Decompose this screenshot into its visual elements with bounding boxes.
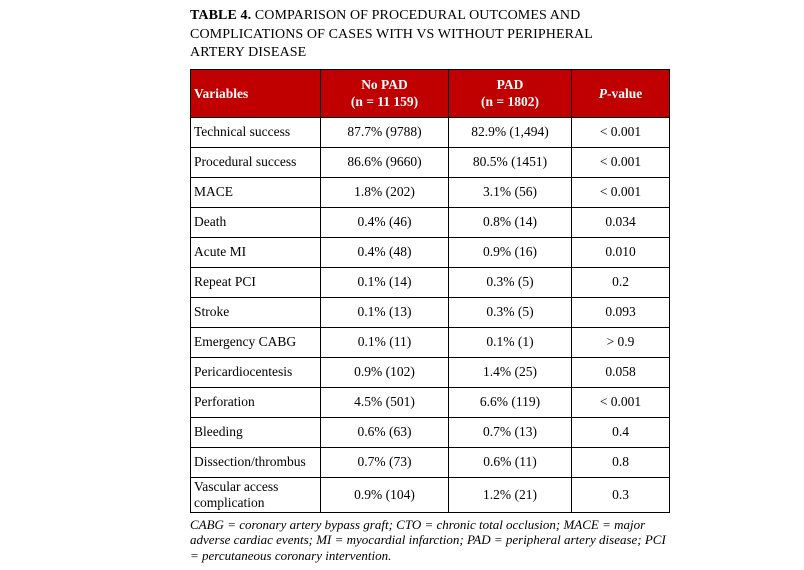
variable-cell: Stroke	[191, 297, 321, 327]
variable-cell: MACE	[191, 177, 321, 207]
value-cell: 0.6% (63)	[321, 417, 449, 447]
p-value-cell: 0.058	[572, 357, 670, 387]
col-header-no-pad-label: No PAD	[361, 77, 408, 92]
value-cell: 0.7% (13)	[449, 417, 572, 447]
value-cell: 0.6% (11)	[449, 447, 572, 477]
variable-cell: Emergency CABG	[191, 327, 321, 357]
table-row	[191, 297, 670, 327]
variable-cell: Death	[191, 207, 321, 237]
value-cell: 0.1% (11)	[321, 327, 449, 357]
variable-cell: Acute MI	[191, 237, 321, 267]
table-row	[191, 147, 670, 177]
value-cell: 82.9% (1,494)	[449, 117, 572, 147]
table-row	[191, 387, 670, 417]
col-header-pad	[449, 69, 572, 117]
value-cell: 0.4% (46)	[321, 207, 449, 237]
value-cell: 3.1% (56)	[449, 177, 572, 207]
value-cell: 0.1% (14)	[321, 267, 449, 297]
variable-cell: Technical success	[191, 117, 321, 147]
value-cell: 0.9% (104)	[321, 477, 449, 512]
col-header-no-pad	[321, 69, 449, 117]
p-value-cell: 0.3	[572, 477, 670, 512]
table-row	[191, 447, 670, 477]
table-row	[191, 177, 670, 207]
table-body	[191, 117, 670, 512]
p-value-cell: 0.2	[572, 267, 670, 297]
value-cell: 0.7% (73)	[321, 447, 449, 477]
table-row	[191, 237, 670, 267]
value-cell: 0.1% (13)	[321, 297, 449, 327]
p-value-cell: 0.8	[572, 447, 670, 477]
variable-cell: Perforation	[191, 387, 321, 417]
value-cell: 0.9% (16)	[449, 237, 572, 267]
p-value-cell: < 0.001	[572, 177, 670, 207]
col-header-variables: Variables	[191, 69, 321, 117]
variable-cell: Pericardiocentesis	[191, 357, 321, 387]
table-title	[190, 7, 642, 63]
table-row	[191, 267, 670, 297]
p-value-cell: 0.4	[572, 417, 670, 447]
table-row	[191, 477, 670, 512]
variable-cell: Dissection/thrombus	[191, 447, 321, 477]
table-number: TABLE 4.	[190, 8, 252, 23]
p-value-cell: < 0.001	[572, 387, 670, 417]
table-row	[191, 327, 670, 357]
table-row	[191, 207, 670, 237]
value-cell: 0.9% (102)	[321, 357, 449, 387]
table-row	[191, 357, 670, 387]
value-cell: 1.2% (21)	[449, 477, 572, 512]
variable-cell: Bleeding	[191, 417, 321, 447]
value-cell: 0.3% (5)	[449, 297, 572, 327]
value-cell: 0.1% (1)	[449, 327, 572, 357]
p-value-rest: -value	[607, 85, 643, 101]
value-cell: 87.7% (9788)	[321, 117, 449, 147]
value-cell: 0.3% (5)	[449, 267, 572, 297]
table-title-text: COMPARISON OF PROCEDURAL OUTCOMES AND COMPLICATIONS OF CASES WITH VS WITHOUT PERIPHERAL ARTERY DISEASE	[190, 8, 593, 60]
p-value-cell: 0.034	[572, 207, 670, 237]
value-cell: 1.8% (202)	[321, 177, 449, 207]
p-value-cell: 0.093	[572, 297, 670, 327]
p-value-cell: < 0.001	[572, 147, 670, 177]
variable-cell: Vascular access complication	[191, 477, 321, 512]
abbreviations-footnote: CABG = coronary artery bypass graft; CTO = chronic total occlusion; MACE = major adverse cardiac events; MI = myocardial infarction; PAD = peripheral artery disease; PCI = percutaneous coronary intervention.	[190, 516, 666, 563]
col-header-no-pad-n: (n = 11 159)	[350, 94, 419, 109]
table-row	[191, 417, 670, 447]
col-header-pad-label: PAD	[496, 77, 524, 92]
p-value-cell: > 0.9	[572, 327, 670, 357]
value-cell: 6.6% (119)	[449, 387, 572, 417]
table-row	[191, 117, 670, 147]
col-header-p-value	[572, 69, 670, 117]
outcomes-table	[190, 69, 670, 513]
value-cell: 80.5% (1451)	[449, 147, 572, 177]
p-value-cell: 0.010	[572, 237, 670, 267]
header-row	[191, 69, 670, 117]
variable-cell: Repeat PCI	[191, 267, 321, 297]
value-cell: 0.8% (14)	[449, 207, 572, 237]
value-cell: 1.4% (25)	[449, 357, 572, 387]
value-cell: 4.5% (501)	[321, 387, 449, 417]
p-value-cell: < 0.001	[572, 117, 670, 147]
table-block	[190, 7, 676, 563]
p-value-italic-p: P	[598, 85, 607, 101]
value-cell: 0.4% (48)	[321, 237, 449, 267]
value-cell: 86.6% (9660)	[321, 147, 449, 177]
variable-cell: Procedural success	[191, 147, 321, 177]
col-header-pad-n: (n = 1802)	[481, 94, 539, 109]
